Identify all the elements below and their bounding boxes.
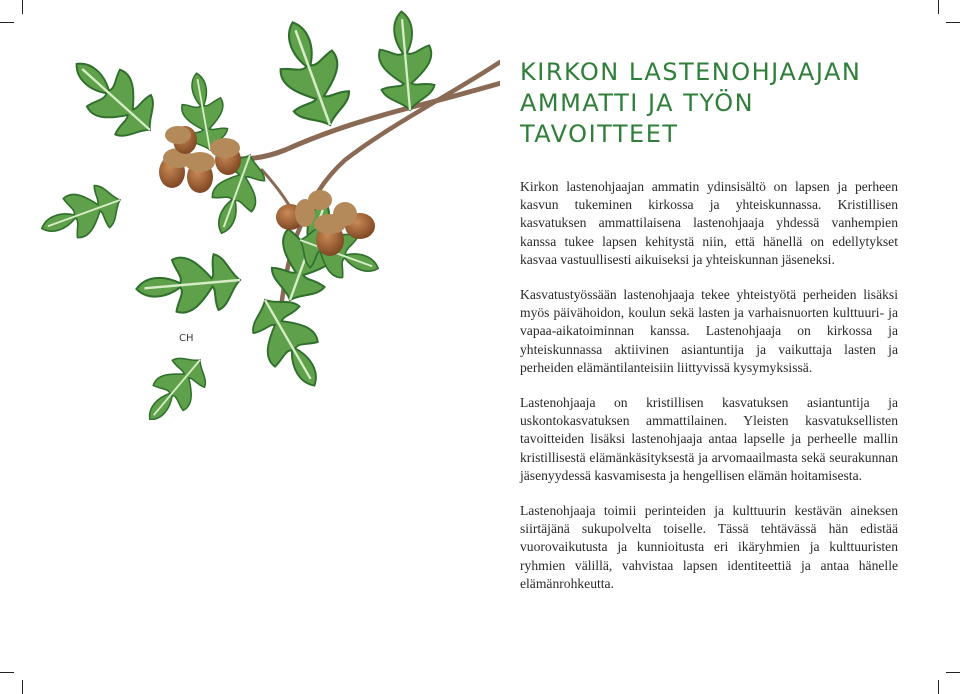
oak-leaf — [134, 347, 216, 420]
paragraph: Lastenohjaaja on kristillisen kasvatuksen asiantuntija ja uskontokasvatuksen ammattilainen. Yleisten kasvatuksellisten tavoitteiden lisäksi lastenohjaaja antaa lapselle ja perheelle mallin kristillisestä elämänkäsityksestä ja arvomaailmasta sekä seurakunnan jäsenyydessä kasvamisesta ja hengellisen elämän hoitamisesta. — [520, 395, 898, 483]
page-title — [520, 57, 920, 150]
paragraph: Lastenohjaaja toimii perinteiden ja kulttuurin kestävän aineksen siirtäjänä sukupolvelta toiselle. Tässä tehtävässä hän edistää vuorovaikutusta ja kunnioitusta eri ikäryhmien ja kulttuuristen ryhmien välillä, vahvistaa lapsen identiteettiä ja antaa hänelle elämänrohkeutta. — [520, 503, 898, 591]
crop-mark — [22, 680, 23, 694]
crop-mark — [946, 672, 960, 673]
title-line: AMMATTI JA TYÖN — [520, 89, 755, 117]
body-text — [520, 178, 898, 610]
oak-leaf — [134, 252, 242, 317]
oak-leaf — [34, 179, 128, 250]
oak-branch-illustration — [0, 0, 500, 420]
crop-mark — [938, 0, 939, 14]
crop-mark — [946, 22, 960, 23]
crop-mark — [938, 680, 939, 694]
paragraph: Kirkon lastenohjaajan ammatin ydinsisältö on lapsen ja perheen kasvun tukeminen kirkossa ja yhteiskunnassa. Kristillisen kasvatuksen ammattilaisena lastenohjaaja yhdessä vanhempien kanssa tukee lapsen kehitystä niin, että hänellä on edellytykset kasvaa vastuullisesti aikuiseksi ja yhteiskunnan jäseneksi. — [520, 179, 898, 267]
oak-leaf — [375, 9, 437, 112]
paragraph: Kasvatustyössään lastenohjaaja tekee yhteistyötä perheiden lisäksi myös päivähoidon, koulun sekä lasten ja varhaisnuorten kulttuuri- ja vapaa-aikatoiminnan kanssa. Lastenohjaaja on kirkossa ja yhteiskunnassa aktiivinen asiantuntija ja vaikuttaja lasten ja perheiden elämäntilanteisiin liittyvissä kysymyksissä. — [520, 287, 898, 375]
artist-monogram: CH — [179, 333, 194, 344]
oak-leaf — [59, 44, 168, 150]
title-line: TAVOITTEET — [520, 120, 679, 148]
oak-leaf — [265, 12, 358, 135]
crop-mark — [0, 672, 14, 673]
title-line: KIRKON LASTENOHJAAJAN — [520, 58, 862, 86]
oak-leaf — [242, 287, 337, 399]
